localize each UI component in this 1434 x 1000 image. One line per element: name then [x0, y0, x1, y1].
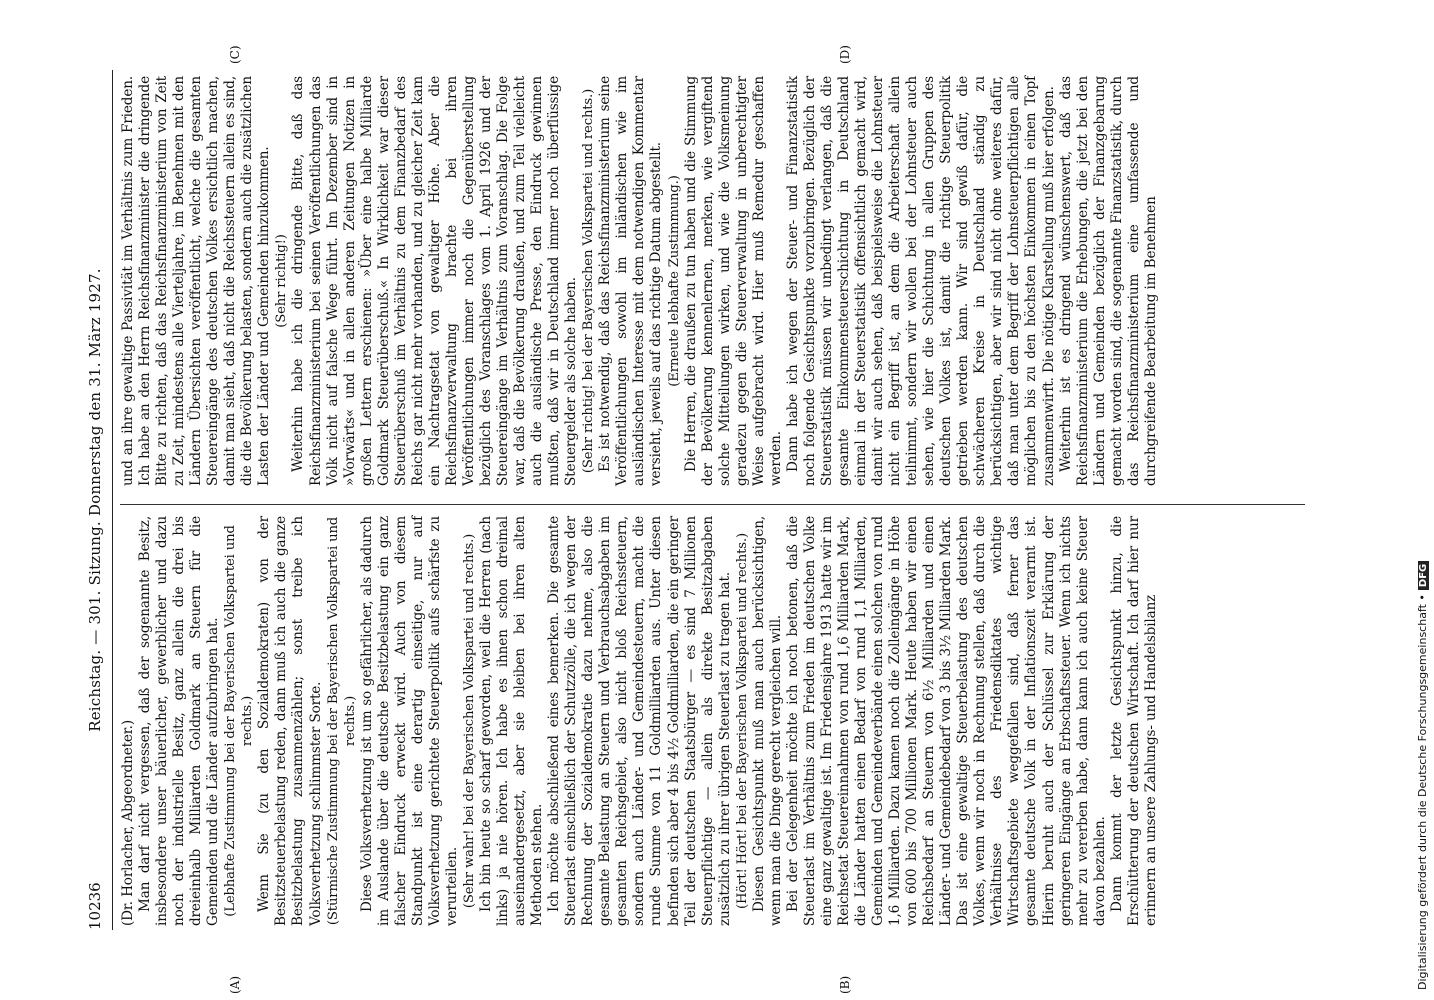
paragraph: Wenn Sie (zu den Sozialdemokraten) von der Besitzsteuerbelastung reden, dann muß ich auch die ganze Besitzbelastung zusammenzählen; sonst treibe ich Volksverhetzung schlimmster Sorte.: [256, 516, 324, 926]
interjection: (Sehr wahr! bei der Bayerischen Volkspartei und rechts.): [461, 533, 477, 909]
column-divider: [120, 504, 1305, 505]
page-header: [84, 70, 110, 930]
page-number: 10236: [86, 882, 104, 930]
paragraph: Diesen Gesichtspunkt muß man auch berücksichtigen, wenn man die Dinge gerecht vergleichen will.: [750, 516, 784, 926]
paragraph: Dann kommt der letzte Gesichtspunkt hinzu, die Erschütterung der deutschen Wirtschaft. Ich darf hier nur erinnern an unsere Zahlungs- und Handelsbilanz: [1108, 516, 1159, 926]
paragraph: Weiterhin ist es dringend wünschenswert, daß das Reichsfinanzministerium die Erhebungen, die jetzt bei den Ländern und Gemeinden bezüglich der Finanzgebarung gemacht worden sind, die sogenannte Finanzstatistik, durch das Reichsfinanzministerium eine umfassende und durchgreifende Bearbeitung im Benehmen: [1057, 76, 1159, 486]
margin-mark-d: (D): [838, 45, 852, 64]
paragraph: Ich möchte abschließend eines bemerken. Die gesamte Steuerlast einschließlich der Schutzzölle, die ich wegen der Rechnung der Sozialdemokratie dazu nehme, also die gesamte Belastung an Steuern und Verbrauchsabgaben im gesamten Reichsgebiet, also nicht bloß Reichssteuern, sondern auch Länder- und Gemeindesteuern, macht die runde Summe von 11 Goldmilliarden aus. Unter diesen befinden sich aber 4 bis 4½ Goldmilliarden, die ein geringer Teil der deutschen Staatsbürger — es sind 7 Millionen Steuerpflichtige — allein als direkte Besitzabgaben zusätzlich zu ihrer übrigen Steuerlast zu tragen hat.: [546, 516, 733, 926]
margin-mark-b: (B): [838, 975, 852, 994]
paragraph: Dann habe ich wegen der Steuer- und Finanzstatistik noch folgende Gesichtspunkte vorzubringen. Bezüglich der Steuerstatistik müssen wir unbedingt verlangen, daß die gesamte Einkommensteuerschichtung in Deutschland einmal in der Steuerstatistik offensichtlich gemacht wird, damit wir auch sehen, daß beispielsweise die Lohnsteuer nicht ein Begriff ist, an dem die Arbeiterschaft allein teilnimmt, sondern wir wollen bei der Lohnsteuer auch sehen, wie hier die Schichtung in allen Gruppen des deutschen Volkes ist, damit die richtige Steuerpolitik getrieben werden kann. Wir sind gewiß dafür, die schwächeren Kreise in Deutschland ständig zu berücksichtigen, aber wir sind nicht ohne weiteres dafür, daß man unter dem Begriff der Lohnsteuerpflichtigen alle möglichen bis zu den höchsten Einkommen in einen Topf zusammenwirft. Die nötige Klarstellung muß hier erfolgen.: [784, 76, 1057, 486]
interjection: (Hört! Hört! bei der Bayerischen Volkspartei und rechts.): [734, 533, 750, 909]
paragraph: Es ist notwendig, daß das Reichsfinanzministerium seine Veröffentlichungen sowohl im inländischen wie im ausländischen Interesse mit dem notwendigen Kommentar versieht, jeweils auf das richtige Datum abgestellt.: [597, 76, 665, 486]
left-text-column: [120, 516, 1160, 926]
interjection: (Erneute lebhafte Zustimmung.): [666, 175, 682, 387]
paragraph: Die Herren, die draußen zu tun haben und die Stimmung der Bevölkerung kennenlernen, merken, wie vergiftend solche Mitteilungen wirken, und wie die Volksmeinung geradezu gegen die Steuerverwaltung in unberechtigter Weise aufgebracht wird. Hier muß Remedur geschaffen werden.: [682, 76, 784, 486]
dfg-logo: DFG: [1418, 561, 1429, 590]
interjection: (Stürmische Zustimmung bei der Bayerischen Volkspartei und rechts.): [325, 516, 358, 926]
interjection: (Sehr richtig!): [274, 234, 290, 328]
paragraph: und an ihre gewaltige Passivität im Verhältnis zum Frieden. Ich habe an den Herrn Reichsfinanzminister die dringende Bitte zu richten, daß das Reichsfinanzministerium von Zeit zu Zeit, mindestens alle Vierteljahre, im Benehmen mit den Ländern Übersichten veröffentlicht, welche die gesamten Steuereingänge des deutschen Volkes ersichtlich machen, damit man sieht, daß nicht die Reichssteuern allein es sind, die die Bevölkerung belasten, sondern auch die zusätzlichen Lasten der Länder und Gemeinden hinzukommen.: [120, 76, 273, 486]
margin-mark-c: (C): [228, 45, 242, 64]
rotated-page: [78, 45, 1308, 994]
interjection: (Sehr richtig! bei der Bayerischen Volkspartei und rechts.): [581, 88, 597, 474]
paragraph: Weiterhin habe ich die dringende Bitte, daß das Reichsfinanzministerium bei seinen Veröffentlichungen das Volk nicht auf falsche Wege führt. Im Dezember sind in »Vorwärts« und in allen anderen Zeitungen Notizen in großen Lettern erschienen: »Über eine halbe Milliarde Goldmark Steuerüberschuß.« In Wirklichkeit war dieser Steuerüberschuß im Verhältnis zu dem Finanzbedarf des Reichs gar nicht mehr vorhanden, und zu gleicher Zeit kam ein Nachtragsetat von gewaltiger Höhe. Aber die Reichsfinanzverwaltung brachte bei ihren Veröffentlichungen immer noch die Gegenüberstellung bezüglich des Voranschlages vom 1. April 1926 und der Steuereingänge im Verhältnis zum Voranschlag. Die Folge war, daß die Bevölkerung draußen, und zum Teil vielleicht auch die ausländische Presse, den Eindruck gewinnen mußten, daß wir in Deutschland immer noch überflüssige Steuergelder als solche haben.: [290, 76, 580, 486]
margin-mark-a: (A): [228, 975, 242, 994]
paragraph: Ich bin heute so scharf geworden, weil die Herren (nach links) ja nie hören. Ich habe es ihnen schon dreimal auseinandergesetzt, aber sie bleiben bei ihren alten Methoden stehen.: [477, 516, 546, 926]
paragraph: Man darf nicht vergessen, daß der sogenannte Besitz, insbesondere unser bäuerlicher, gewerblicher und dazu noch der industrielle Besitz, ganz allein die drei bis dreieinhalb Milliarden Goldmark an Steuern für die Gemeinden und die Länder aufzubringen hat.: [137, 516, 222, 926]
credit-text: Digitalisierung gefördert durch die Deutsche Forschungsgemeinschaft •: [1416, 594, 1429, 990]
right-text-column: [120, 76, 1160, 486]
header-rule: [112, 70, 113, 930]
paragraph: Diese Volksverhetzung ist um so gefährlicher, als dadurch im Auslande über die deutsche Besitzbelastung ein ganz falscher Eindruck erweckt wird. Auch von diesem Standpunkt ist eine derartig einseitige, nur auf Volksverhetzung gerichtete Steuerpolitik aufs schärfste zu verurteilen.: [358, 516, 460, 926]
paragraph: Bei der Gelegenheit möchte ich noch betonen, daß die Steuerlast im Verhältnis zum Frieden im deutschen Volke eine ganz gewaltige ist. Im Friedensjahre 1913 hatte wir im Reichsetat Steuereinnahmen von rund 1,6 Milliarden Mark, die Länder hatten einen Bedarf von rund 1,1 Milliarden, Gemeinden und Gemeindeverbände einen solchen von rund 1,6 Milliarden. Dazu kamen noch die Zolleingänge in Höhe von 600 bis 700 Millionen Mark. Heute haben wir einen Reichsbedarf an Steuern von 6½ Milliarden und einen Länder- und Gemeindebedarf von 3 bis 3½ Milliarden Mark. Das ist eine gewaltige Steuerbelastung des deutschen Volkes, wenn wir noch in Rechnung stellen, daß durch die Verhältnisse des Friedensdiktates wichtige Wirtschaftsgebiete weggefallen sind, daß ferner das gesamte deutsche Volk in der Inflationszeit verarmt ist. Hierin beruht auch der Schlüssel zur Erklärung der geringeren Eingänge an Erbschaftssteuer. Wenn ich nichts mehr zu vererben habe, dann kann ich auch keine Steuer davon bezahlen.: [784, 516, 1108, 926]
speaker-line: (Dr. Horlacher, Abgeordneter.): [120, 720, 136, 926]
running-title: Reichstag. — 301. Sitzung. Donnerstag den 31. März 1927.: [86, 268, 104, 732]
dfg-credit-line: [1416, 10, 1434, 990]
interjection: (Lebhafte Zustimmung bei der Bayerischen Volkspartei und rechts.): [223, 525, 256, 917]
